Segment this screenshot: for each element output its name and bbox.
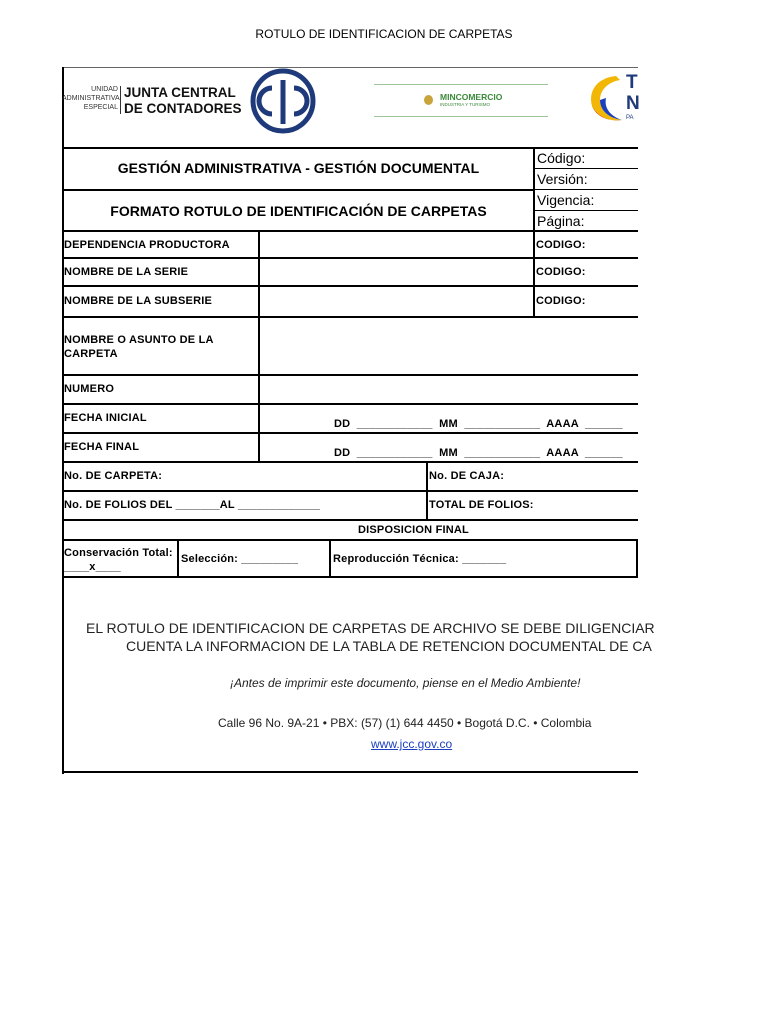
label-serie: NOMBRE DE LA SERIE [64,266,189,278]
instruction-text: EL ROTULO DE IDENTIFICACION DE CARPETAS DE ARCHIVO SE DEBE DILIGENCIAR CUENTA LA INFORMACION DE LA TABLA DE RETENCION DOCUMENTAL DE CA [86,620,655,654]
meta-pagina: Página: [537,213,585,229]
meta-codigo: Código: [537,150,586,166]
colombia-wave-icon [586,72,626,124]
label-total-folios: TOTAL DE FOLIOS: [429,499,534,511]
conservacion-total[interactable]: Conservación Total: ____x____ [64,547,173,573]
label-codigo-dependencia: CODIGO: [536,239,586,251]
meta-vigencia: Vigencia: [537,192,595,208]
website-link[interactable]: www.jcc.gov.co [371,737,453,751]
label-no-caja: No. DE CAJA: [429,470,505,482]
unit-label: UNIDAD ADMINISTRATIVA ESPECIAL [62,86,120,111]
fecha-inicial-field[interactable]: DD ____________ MM ____________ AAAA ______ [334,418,623,430]
label-codigo-serie: CODIGO: [536,266,586,278]
label-codigo-subserie: CODIGO: [536,295,586,307]
label-folios: No. DE FOLIOS DEL _______AL _____________ [64,499,321,511]
label-dependencia: DEPENDENCIA PRODUCTORA [64,239,230,251]
meta-version: Versión: [537,171,588,187]
fecha-final-field[interactable]: DD ____________ MM ____________ AAAA ______ [334,447,623,459]
jcc-emblem-icon [250,68,316,134]
label-subserie: NOMBRE DE LA SUBSERIE [64,295,213,307]
colombia-shield-icon [424,95,433,105]
seleccion-field[interactable]: Selección: _________ [181,553,299,565]
partner-logo: T N PA [586,68,638,128]
label-fecha-final: FECHA FINAL [64,441,140,453]
label-numero: NUMERO [64,383,115,395]
reproduccion-field[interactable]: Reproducción Técnica: _______ [333,553,507,565]
jcc-logo [62,68,322,146]
org-name: JUNTA CENTRAL DE CONTADORES [124,85,242,116]
process-title: GESTIÓN ADMINISTRATIVA - GESTIÓN DOCUMENTAL [117,160,480,176]
frame-bottom [62,771,638,773]
label-asunto: NOMBRE O ASUNTO DE LA CARPETA [64,334,214,360]
label-fecha-inicial: FECHA INICIAL [64,412,147,424]
format-title: FORMATO ROTULO DE IDENTIFICACIÓN DE CARPETAS [110,203,487,219]
environment-note: ¡Antes de imprimir este documento, piense en el Medio Ambiente! [230,676,581,690]
label-no-carpeta: No. DE CARPETA: [64,470,163,482]
disposicion-title: DISPOSICION FINAL [358,524,469,536]
mincomercio-logo: MINCOMERCIO INDUSTRIA Y TURISMO [374,84,548,117]
page-title: ROTULO DE IDENTIFICACION DE CARPETAS [255,27,513,41]
address: Calle 96 No. 9A-21 • PBX: (57) (1) 644 4450 • Bogotá D.C. • Colombia [218,716,592,730]
